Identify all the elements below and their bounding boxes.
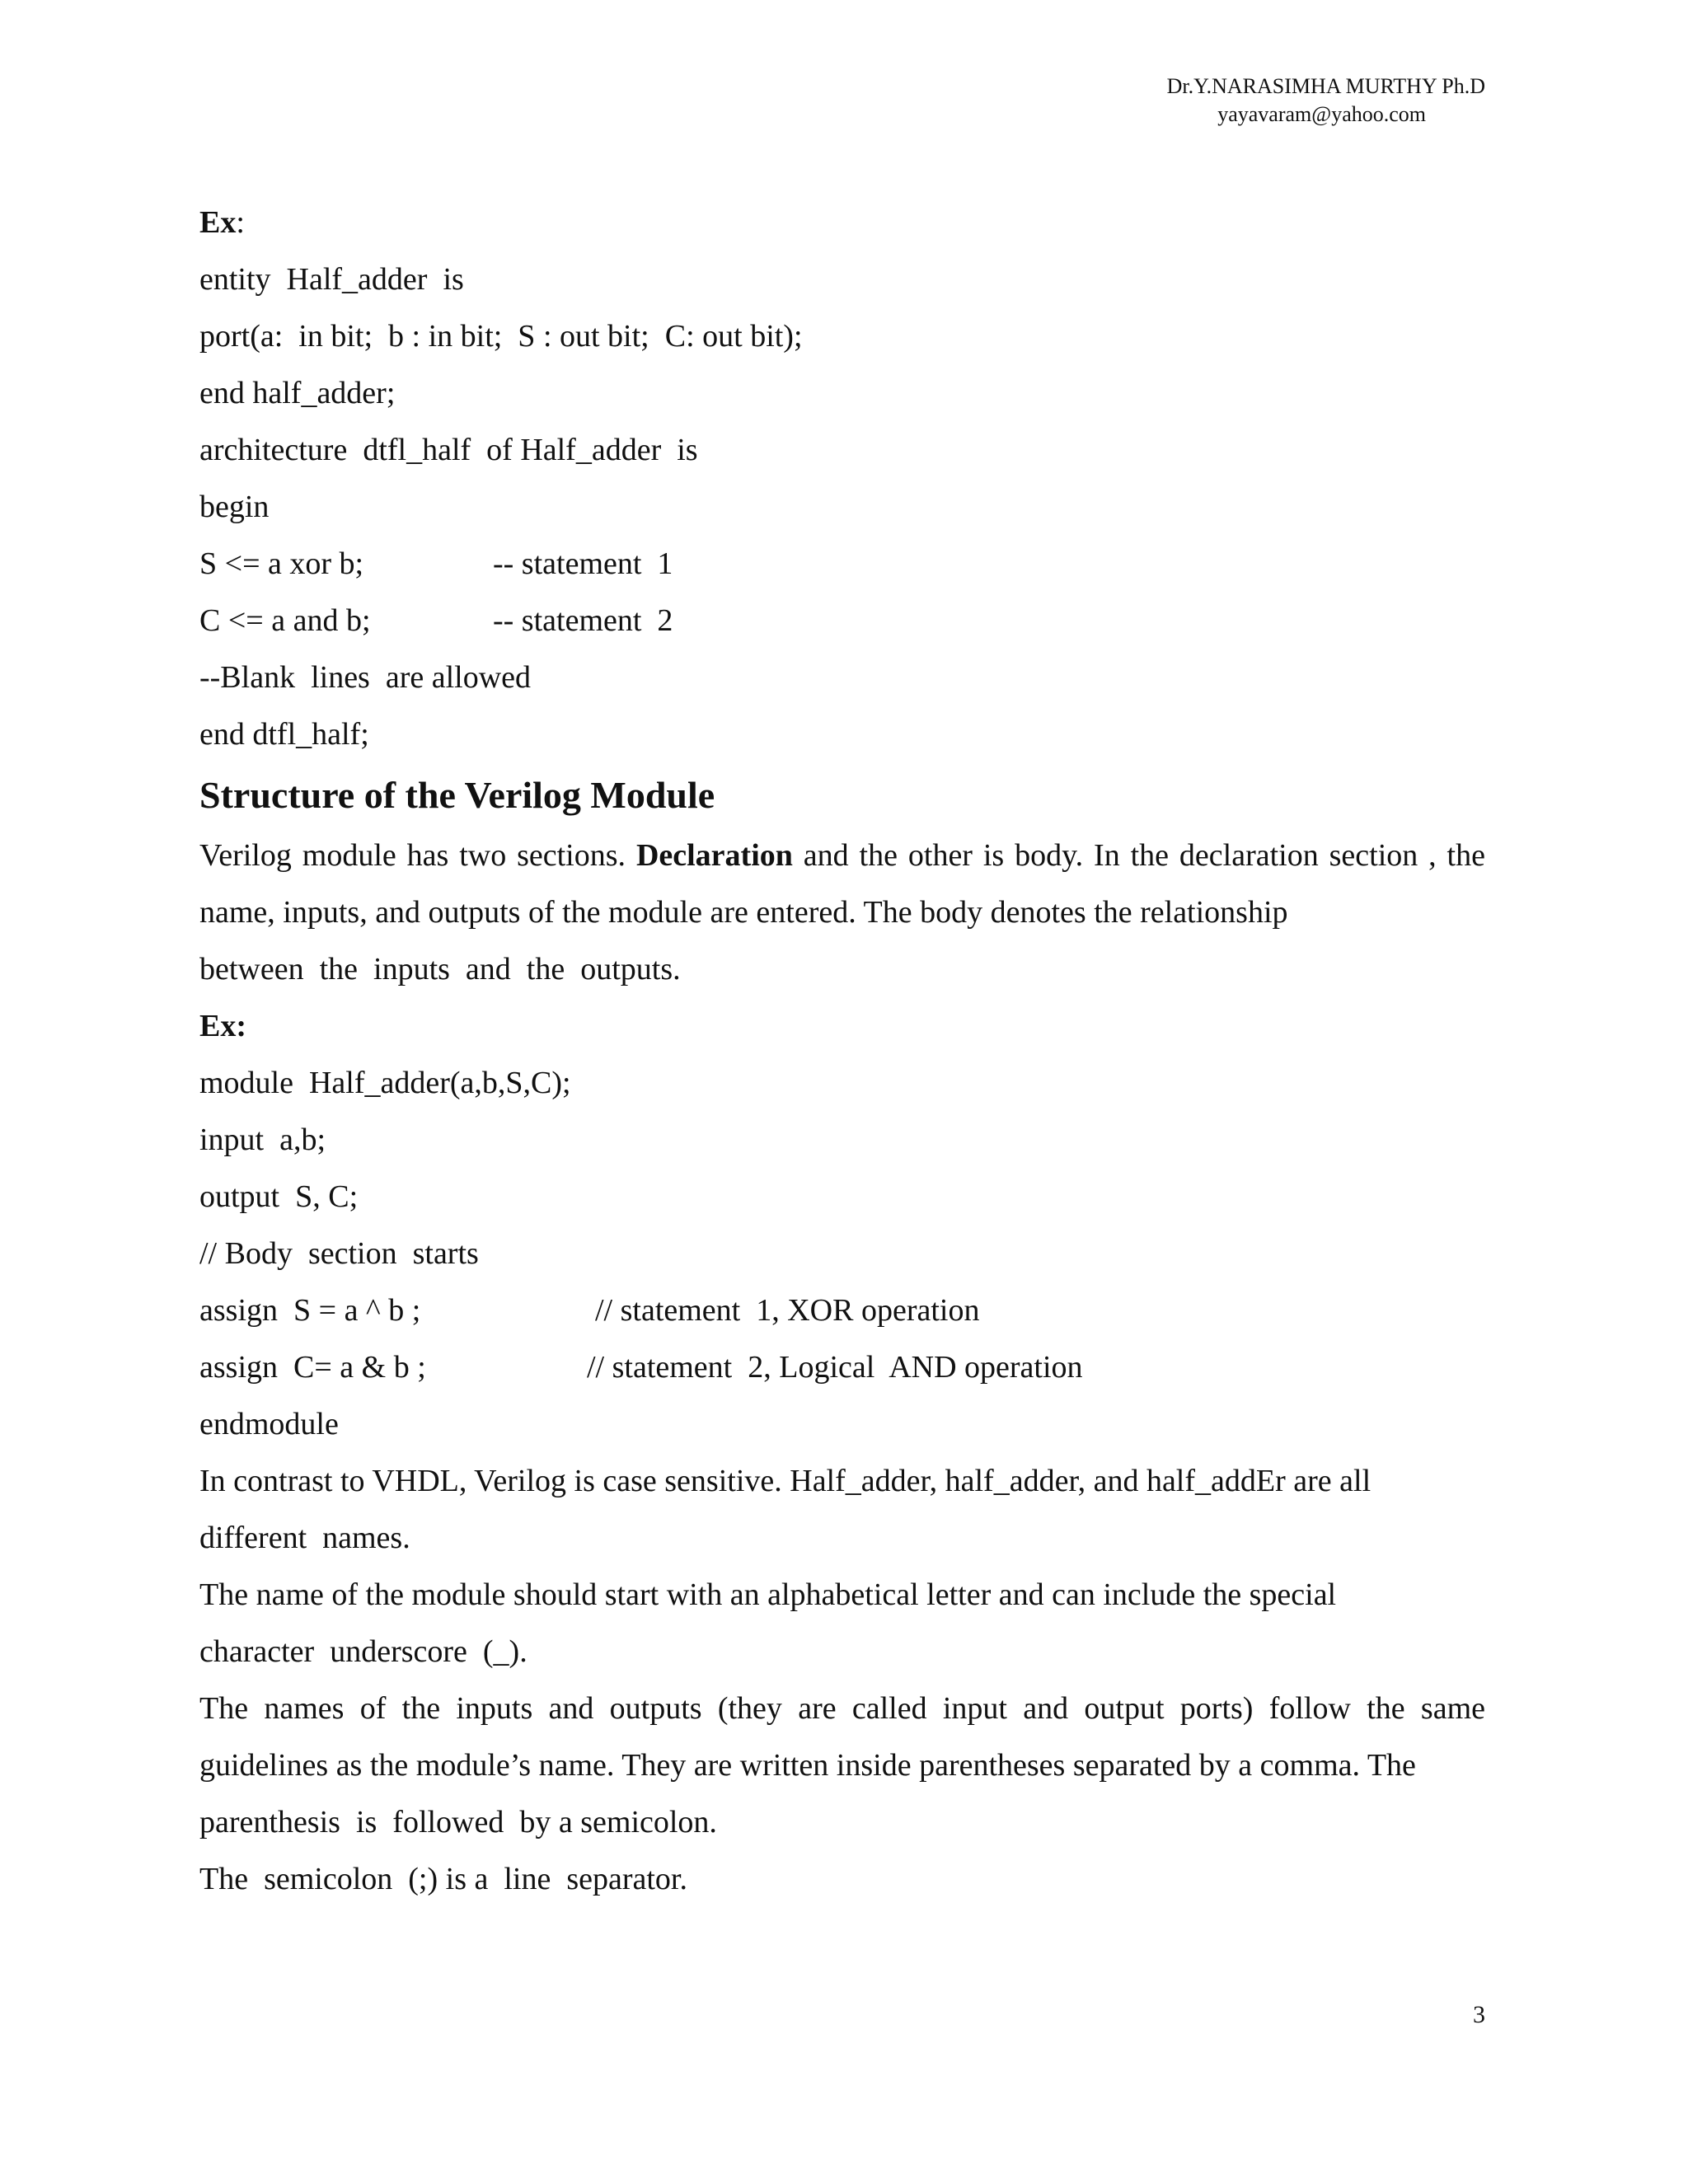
- intro-paragraph: Verilog module has two sections. Declaration and the other is body. In the declaration section , the name, inputs, and outputs of the module are entered. The body denotes the relationship: [199, 838, 1485, 930]
- body-paragraph-last-line: character underscore (_).: [199, 1634, 528, 1669]
- code-comment-line: --Blank lines are allowed: [199, 660, 532, 695]
- body-paragraph-last-line: The semicolon (;) is a line separator.: [199, 1862, 687, 1896]
- page-number: 3: [1473, 2001, 1485, 2028]
- code-line: begin: [199, 490, 270, 524]
- vhdl-example-label: Ex:: [199, 205, 245, 240]
- code-line-statement-2: C <= a and b; -- statement 2: [199, 593, 1485, 649]
- code-line: end half_adder;: [199, 376, 396, 410]
- code-comment: // statement 2, Logical AND operation: [587, 1350, 1083, 1385]
- author-name: Dr.Y.NARASIMHA MURTHY Ph.D: [1166, 74, 1485, 98]
- author-email: yayavaram@yahoo.com: [1217, 102, 1426, 126]
- page-content: [199, 194, 1485, 1908]
- code-line: output S, C;: [199, 1179, 359, 1214]
- section-heading: Structure of the Verilog Module: [199, 774, 715, 816]
- body-paragraph-last-line: different names.: [199, 1521, 410, 1555]
- code-line: endmodule: [199, 1407, 339, 1441]
- code-comment: // statement 1, XOR operation: [595, 1293, 980, 1328]
- code-line-statement-1: S <= a xor b; -- statement 1: [199, 536, 1485, 593]
- code-line: architecture dtfl_half of Half_adder is: [199, 433, 698, 467]
- body-paragraph: The name of the module should start with an alphabetical letter and can include the special: [199, 1577, 1337, 1612]
- body-paragraph-last-line: parenthesis is followed by a semicolon.: [199, 1805, 717, 1840]
- code-line: module Half_adder(a,b,S,C);: [199, 1066, 571, 1100]
- code-comment: -- statement 1: [493, 546, 673, 581]
- body-paragraph: In contrast to VHDL, Verilog is case sensitive. Half_adder, half_adder, and half_addEr are all: [199, 1464, 1372, 1498]
- code-line: end dtfl_half;: [199, 717, 369, 752]
- verilog-example-label: Ex:: [199, 1009, 246, 1043]
- body-paragraph: The names of the inputs and outputs (they are called input and output ports) follow the same guidelines as the module’s name. They are written inside parentheses separated by a comma. The: [199, 1691, 1485, 1783]
- page-header: [991, 73, 1485, 129]
- code-line-assign-2: assign C= a & b ; // statement 2, Logical AND operation: [199, 1339, 1485, 1396]
- code-comment: -- statement 2: [493, 603, 673, 638]
- code-line-assign-1: assign S = a ^ b ; // statement 1, XOR operation: [199, 1282, 1485, 1339]
- code-line: input a,b;: [199, 1122, 326, 1157]
- code-line: port(a: in bit; b : in bit; S : out bit; C: out bit);: [199, 319, 803, 354]
- code-comment-line: // Body section starts: [199, 1236, 479, 1271]
- intro-paragraph-last-line: between the inputs and the outputs.: [199, 952, 681, 987]
- code-line: entity Half_adder is: [199, 262, 464, 297]
- bold-term: Declaration: [635, 838, 793, 873]
